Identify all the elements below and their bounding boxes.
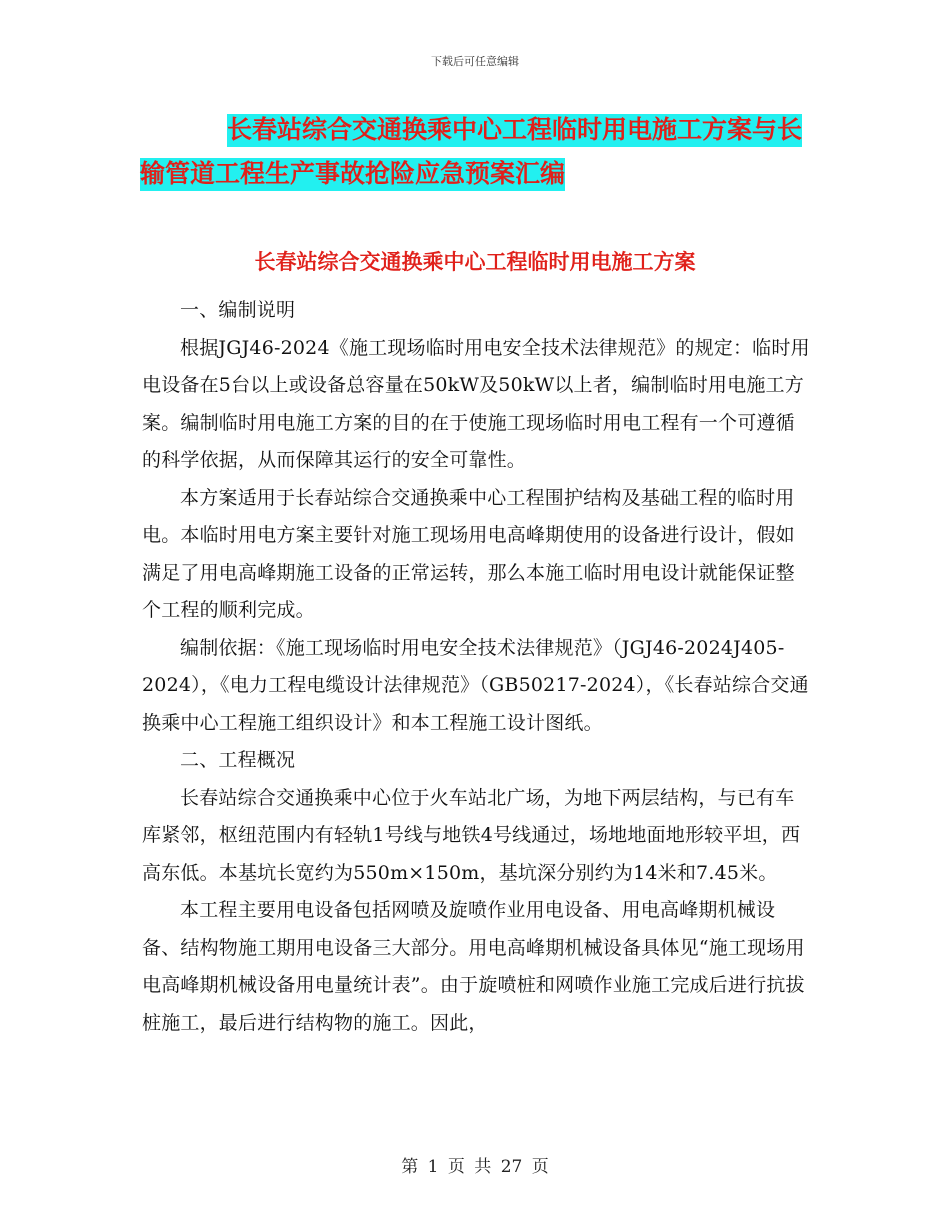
- paragraph: 本工程主要用电设备包括网喷及旋喷作业用电设备、用电高峰期机械设备、结构物施工期用电设备三大部分。用电高峰期机械设备具体见“施工现场用电高峰期机械设备用电量统计表”。由于旋喷桩和网喷作业施工完成后进行抗拔桩施工，最后进行结构物的施工。因此，: [142, 899, 805, 1034]
- main-title-line-2: 输管道工程生产事故抢险应急预案汇编: [140, 158, 565, 191]
- paragraph: 长春站综合交通换乘中心位于火车站北广场，为地下两层结构，与已有车库紧邻，枢纽范围内有轻轨1号线与地铁4号线通过，场地地面地形较平坦，西高东低。本基坑长宽约为550m×150m，基坑深分别约为14米和7.45米。: [142, 786, 801, 884]
- heading-project-overview: 二、工程概况: [180, 749, 296, 771]
- document-body: [142, 292, 810, 1042]
- page-number-footer: 第 1 页 共 27 页: [401, 1157, 549, 1177]
- heading-compilation-notes: 一、编制说明: [180, 299, 296, 321]
- main-title-line-1: 长春站综合交通换乘中心工程临时用电施工方案与长: [227, 114, 802, 147]
- section-title: 长春站综合交通换乘中心工程临时用电施工方案: [254, 250, 696, 274]
- header-note: 下载后可任意编辑: [431, 55, 519, 68]
- document-main-title: [140, 108, 810, 196]
- paragraph: 根据JGJ46-2024《施工现场临时用电安全技术法律规范》的规定：临时用电设备在5台以上或设备总容量在50kW及50kW以上者，编制临时用电施工方案。编制临时用电施工方案的目的在于使施工现场临时用电工程有一个可遵循的科学依据，从而保障其运行的安全可靠性。: [142, 336, 810, 471]
- paragraph: 编制依据：《施工现场临时用电安全技术法律规范》（JGJ46-2024J405-2024），《电力工程电缆设计法律规范》（GB50217-2024），《长春站综合交通换乘中心工程施工组织设计》和本工程施工设计图纸。: [142, 636, 809, 734]
- paragraph: 本方案适用于长春站综合交通换乘中心工程围护结构及基础工程的临时用电。本临时用电方案主要针对施工现场用电高峰期使用的设备进行设计，假如满足了用电高峰期施工设备的正常运转，那么本施工临时用电设计就能保证整个工程的顺利完成。: [142, 486, 795, 621]
